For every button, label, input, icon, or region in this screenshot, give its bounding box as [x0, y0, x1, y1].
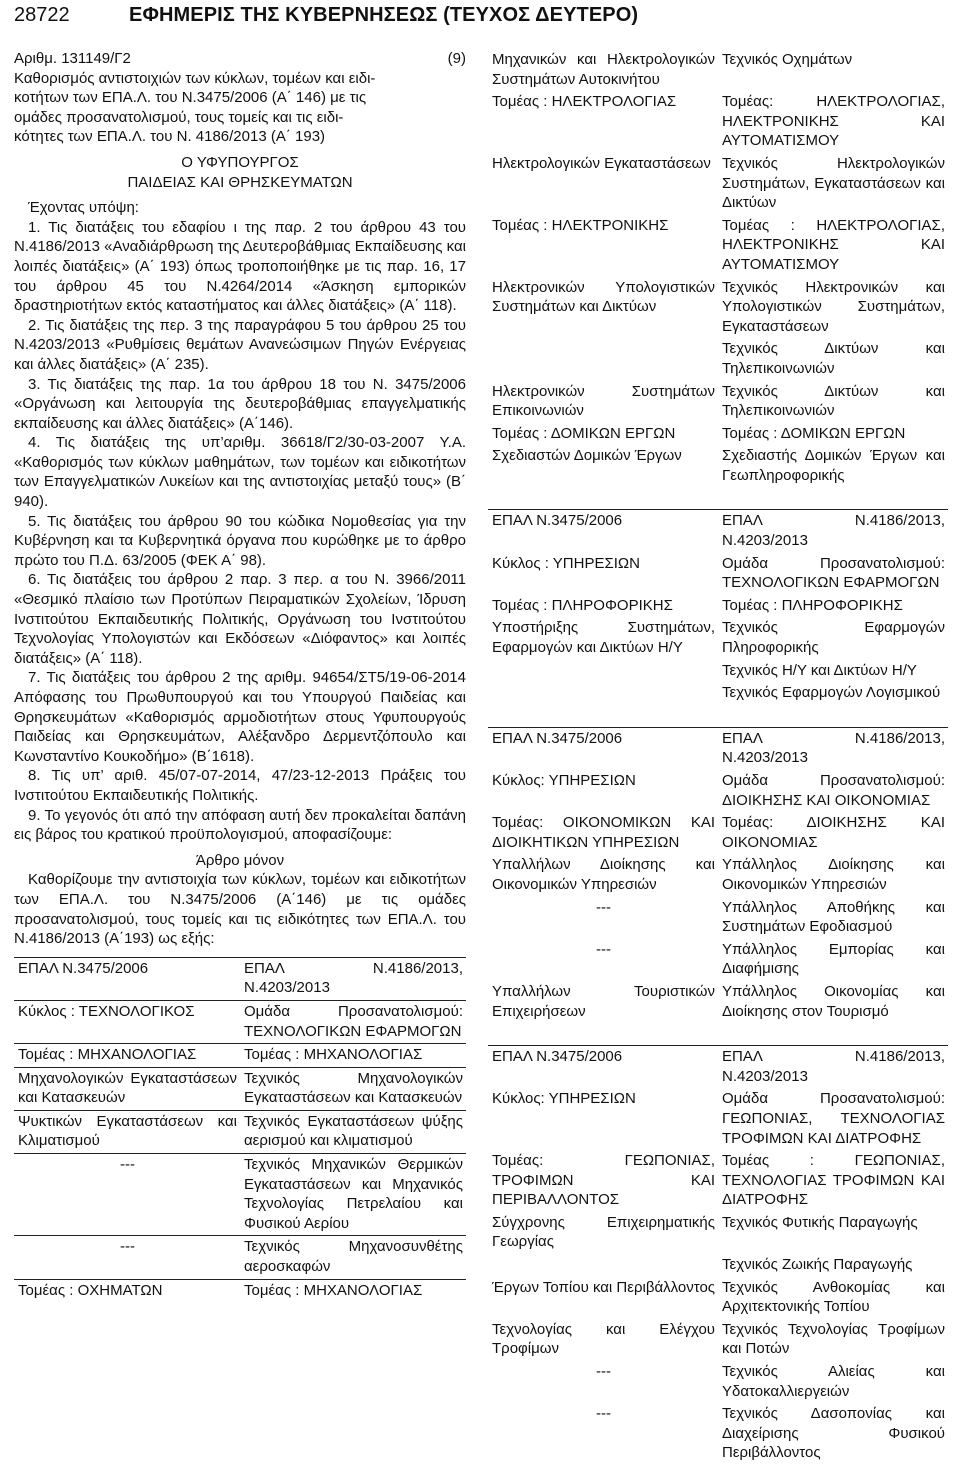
- table-row: [14, 1110, 466, 1153]
- table-row: [488, 1254, 948, 1277]
- new-cell: Τομέας : ΠΛΗΡΟΦΟΡΙΚΗΣ: [722, 596, 903, 614]
- table-row: [488, 727, 948, 770]
- new-cell: Τεχνικός Ηλεκτρονικών και Υπολογιστικών Συστημάτων, Εγκαταστάσεων: [722, 278, 945, 335]
- minister-title: Ο ΥΦΥΠΟΥΡΓΟΣ: [181, 153, 299, 171]
- ministry-name: ΠΑΙΔΕΙΑΣ ΚΑΙ ΘΡΗΣΚΕΥΜΑΤΩΝ: [127, 173, 353, 191]
- table-row: [488, 91, 948, 153]
- page-header: [14, 4, 946, 38]
- old-cell: ---: [14, 1236, 240, 1279]
- new-cell: ΕΠΑΛ Ν.4186/2013, Ν.4203/2013: [718, 727, 948, 770]
- new-cell: Σχεδιαστής Δομικών Έργων και Γεωπληροφορικής: [722, 447, 945, 484]
- recital-paragraph: 5. Τις διατάξεις του άρθρου 90 του κώδικα Νομοθεσίας για την Κυβέρνηση και τα Κυβερνητικά όργανα που κυρώθηκε με το άρθρο πρώτο του Π.Δ. 63/2005 (ΦΕΚ Α΄ 98).: [14, 512, 466, 569]
- table-row: [488, 553, 948, 595]
- table-row: [488, 981, 948, 1023]
- new-cell: Υπάλληλος Οικονομίας και Διοίκησης στον Τουρισμό: [722, 982, 945, 1020]
- old-cell: ΕΠΑΛ Ν.3475/2006: [488, 727, 718, 770]
- table-row: [488, 277, 948, 339]
- new-cell: Τομέας : ΜΗΧΑΝΟΛΟΓΙΑΣ: [240, 1044, 466, 1068]
- old-cell: Σύγχρονης Επιχειρηματικής Γεωργίας: [492, 1213, 715, 1251]
- new-cell: Τεχνικός Εφαρμογών Λογισμικού: [722, 684, 941, 702]
- recital-paragraph: 8. Τις υπ’ αριθ. 45/07-07-2014, 47/23-12-2013 Πράξεις του Ινστιτούτου Εκπαιδευτικής Πολιτικής.: [14, 767, 466, 804]
- table-row: [14, 1154, 466, 1236]
- new-cell: Υπάλληλος Αποθήκης και Συστημάτων Εφοδιασμού: [722, 898, 945, 936]
- old-cell: Μηχανολογικών Εγκαταστάσεων και Κατασκευών: [14, 1067, 240, 1110]
- table-row: [488, 854, 948, 896]
- new-cell: Τεχνικός Δασοπονίας και Διαχείρισης Φυσικού Περιβάλλοντος: [722, 1405, 945, 1462]
- new-cell: ΕΠΑΛ Ν.4186/2013, Ν.4203/2013: [718, 1046, 948, 1089]
- new-cell: Τεχνικός Αλιείας και Υδατοκαλλιεργειών: [722, 1363, 945, 1400]
- old-cell: ΕΠΑΛ Ν.3475/2006: [488, 510, 718, 553]
- new-cell: Τεχνικός Ανθοκομίας και Αρχιτεκτονικής Τοπίου: [722, 1278, 945, 1316]
- new-cell: Ομάδα Προσανατολισμού: ΤΕΧΝΟΛΟΓΙΚΩΝ ΕΦΑΡΜΟΓΩΝ: [722, 554, 945, 592]
- old-cell: Μηχανικών και Ηλεκτρολογικών Συστημάτων Αυτοκινήτου: [492, 51, 715, 88]
- table-row: [488, 1277, 948, 1319]
- new-cell: Υπάλληλος Εμπορίας και Διαφήμισης: [722, 940, 945, 978]
- table-row: [488, 1403, 948, 1465]
- old-cell: ---: [596, 1405, 611, 1423]
- table-row: [488, 660, 948, 683]
- new-cell: Τεχνικός Ζωικής Παραγωγής: [722, 1256, 913, 1274]
- article-text: Καθορίζουμε την αντιστοιχία των κύκλων, τομέων και ειδικοτήτων των ΕΠΑ.Λ. του Ν.3475/2006 (Α΄146) με τις ομάδες προσανατολισμού, τους τομείς και τις ειδικότητες των ΕΠΑ.Λ. του Ν.4186/2013 (Α΄193) ως εξής:: [14, 871, 466, 948]
- old-cell: Ηλεκτρονικών Υπολογιστικών Συστημάτων και Δικτύων: [492, 278, 715, 316]
- article-heading: Άρθρο μόνον: [195, 851, 285, 869]
- table-row: [14, 1000, 466, 1043]
- old-cell: Τομέας : ΜΗΧΑΝΟΛΟΓΙΑΣ: [14, 1044, 240, 1068]
- old-cell: [488, 338, 718, 380]
- new-cell: Τεχνικός Δικτύων και Τηλεπικοινωνιών: [722, 382, 945, 420]
- table-row: [488, 510, 948, 553]
- old-cell: Υπαλλήλων Τουριστικών Επιχειρήσεων: [492, 982, 715, 1020]
- recital-paragraph: 7. Τις διατάξεις του άρθρου 2 της αριθμ. 94654/ΣΤ5/19-06-2014 Απόφασης του Πρωθυπουργού και του Υπουργού Παιδείας και Θρησκευμάτων «Καθορισμός αρμοδιοτήτων στους Υφυπουργούς Παιδείας και Θρησκευμάτων, Αλέξανδρο Δερμεντζόπουλο και Κωνσταντίνο Κουκοδήμο» (Β΄1618).: [14, 669, 466, 765]
- new-cell: Τεχνικός Φυτικής Παραγωγής: [722, 1213, 918, 1231]
- new-cell: ΕΠΑΛ Ν.4186/2013, Ν.4203/2013: [718, 510, 948, 553]
- title-line: ομάδες προσανατολισμού, τους τομείς και τις ειδι-: [14, 108, 344, 126]
- title-line: κοτήτων των ΕΠΑ.Λ. του Ν.3475/2006 (Α΄ 146) με τις: [14, 89, 367, 107]
- table-row: [488, 381, 948, 423]
- new-cell: Τεχνικός Οχημάτων: [722, 51, 853, 68]
- table-row: [14, 1067, 466, 1110]
- table-row: [488, 770, 948, 812]
- table-row: [488, 1046, 948, 1089]
- new-cell: Ομάδα Προσανατολισμού: ΔΙΟΙΚΗΣΗΣ ΚΑΙ ΟΙΚΟΝΟΜΙΑΣ: [722, 772, 945, 809]
- table-row: [14, 957, 466, 1000]
- right-table-administration: [488, 727, 948, 1023]
- old-cell: Έργων Τοπίου και Περιβάλλοντος: [492, 1278, 716, 1296]
- old-cell: Τομέας : ΟΧΗΜΑΤΩΝ: [14, 1279, 240, 1302]
- table-row: [488, 617, 948, 659]
- new-cell: Τομέας : ΜΗΧΑΝΟΛΟΓΙΑΣ: [240, 1279, 466, 1302]
- recital-paragraph: 1. Τις διατάξεις του εδαφίου ι της παρ. 2 του άρθρου 43 του Ν.4186/2013 «Αναδιάρθρωση της Δευτεροβάθμιας Εκπαίδευσης και λοιπές διατάξεις» (Α΄ 193) όπως τροποποιήθηκε με τις παρ. 16, 17 του άρθρου 45 του Ν.4264/2014 «Άσκηση εμπορικών δραστηριοτήτων εκτός καταστήματος και άλλες διατάξεις» (Α΄ 118).: [14, 218, 466, 315]
- old-cell: Τομέας : ΗΛΕΚΤΡΟΛΟΓΙΑΣ: [492, 93, 677, 111]
- old-cell: Τομέας: ΟΙΚΟΝΟΜΙΚΩΝ ΚΑΙ ΔΙΟΙΚΗΤΙΚΩΝ ΥΠΗΡΕΣΙΩΝ: [492, 814, 715, 851]
- old-cell: Σχεδιαστών Δομικών Έργων: [492, 447, 682, 465]
- table-row: [14, 1236, 466, 1279]
- old-cell: ---: [596, 940, 611, 958]
- table-row: [488, 1319, 948, 1361]
- decision-line: [14, 49, 466, 69]
- table-row: [488, 897, 948, 939]
- new-cell: Τεχνικός Μηχανικών Θερμικών Εγκαταστάσεων και Μηχανικός Τεχνολογίας Πετρελαίου και Φυσικού Αερίου: [240, 1154, 466, 1236]
- new-cell: Τεχνικός Εγκαταστάσεων ψύξης αερισμού και κλιματισμού: [240, 1110, 466, 1153]
- old-cell: Τομέας : ΗΛΕΚΤΡΟΝΙΚΗΣ: [492, 216, 669, 234]
- table-row: [488, 1212, 948, 1254]
- new-cell: Τομέας : ΔΟΜΙΚΩΝ ΕΡΓΩΝ: [722, 424, 906, 442]
- table-row: [488, 1150, 948, 1212]
- publication-title: ΕΦΗΜΕΡΙΣ ΤΗΣ ΚΥΒΕΡΝΗΣΕΩΣ (ΤΕΥΧΟΣ ΔΕΥΤΕΡΟ): [129, 4, 639, 26]
- table-row: [488, 445, 948, 487]
- decision-index: (9): [447, 50, 466, 67]
- old-cell: Υπαλλήλων Διοίκησης και Οικονομικών Υπηρεσιών: [492, 856, 715, 893]
- table-row: [488, 423, 948, 446]
- old-cell: ---: [596, 898, 611, 916]
- recital-paragraph: 6. Τις διατάξεις του άρθρου 2 παρ. 3 περ. α του Ν. 3966/2011 «Θεσμικό πλαίσιο των Προτύπων Πειραματικών Σχολείων, Ίδρυση Ινστιτούτου Εκπαιδευτικής Πολιτικής, Οργάνωση του Ινστιτούτου Τεχνολογίας Υπολογιστών και Εκδόσεων «Διόφαντος» και λοιπές διατάξεις» (Α΄ 118).: [14, 571, 466, 667]
- old-cell: Τομέας : ΔΟΜΙΚΩΝ ΕΡΓΩΝ: [492, 424, 676, 442]
- old-cell: Κύκλος: ΥΠΗΡΕΣΙΩΝ: [492, 772, 636, 789]
- recital-paragraph: 2. Τις διατάξεις της περ. 3 της παραγράφου 5 του άρθρου 25 του Ν.4203/2013 «Ρυθμίσεις θεμάτων Ανανεώσιμων Πηγών Ενέργειας και άλλες διατάξεις» (Α΄ 235).: [14, 316, 466, 373]
- title-line: κότητες των ΕΠΑ.Λ. του Ν. 4186/2013 (Α΄ 193): [14, 128, 326, 146]
- table-row: [488, 1088, 948, 1150]
- table-row: [488, 595, 948, 618]
- new-cell: Υπάλληλος Διοίκησης και Οικονομικών Υπηρεσιών: [722, 856, 945, 893]
- table-row: [488, 215, 948, 277]
- new-cell: Τεχνικός Μηχανολογικών Εγκαταστάσεων και Κατασκευών: [240, 1067, 466, 1110]
- old-cell: Τομέας : ΠΛΗΡΟΦΟΡΙΚΗΣ: [492, 596, 673, 614]
- left-column: [14, 49, 466, 1302]
- new-cell: Τομέας: ΗΛΕΚΤΡΟΛΟΓΙΑΣ, ΗΛΕΚΤΡΟΝΙΚΗΣ ΚΑΙ ΑΥΤΟΜΑΤΙΣΜΟΥ: [722, 93, 945, 150]
- old-cell: Κύκλος : ΤΕΧΝΟΛΟΓΙΚΟΣ: [14, 1000, 240, 1043]
- page-number: 28722: [14, 4, 70, 26]
- table-row: [14, 1279, 466, 1302]
- old-cell: [488, 660, 718, 683]
- right-table-informatics: [488, 509, 948, 704]
- new-cell: Τομέας : ΓΕΩΠΟΝΙΑΣ, ΤΕΧΝΟΛΟΓΙΑΣ ΤΡΟΦΙΜΩΝ ΚΑΙ ΔΙΑΤΡΟΦΗΣ: [722, 1152, 945, 1209]
- old-cell: Κύκλος: ΥΠΗΡΕΣΙΩΝ: [492, 1090, 636, 1108]
- old-cell: ΕΠΑΛ Ν.3475/2006: [14, 957, 240, 1000]
- new-cell: Τομέας : ΗΛΕΚΤΡΟΛΟΓΙΑΣ, ΗΛΕΚΤΡΟΝΙΚΗΣ ΚΑΙ ΑΥΤΟΜΑΤΙΣΜΟΥ: [722, 216, 945, 273]
- new-cell: Τεχνικός Δικτύων και Τηλεπικοινωνιών: [722, 340, 945, 377]
- new-cell: Τεχνικός Η/Υ και Δικτύων Η/Υ: [722, 661, 917, 679]
- left-correspondence-table: [14, 957, 466, 1303]
- considering-heading: Έχοντας υπόψη:: [28, 199, 139, 217]
- new-cell: ΕΠΑΛ Ν.4186/2013, Ν.4203/2013: [240, 957, 466, 1000]
- old-cell: Υποστήριξης Συστημάτων, Εφαρμογών και Δικτύων Η/Υ: [492, 619, 715, 657]
- decision-number: Αριθμ. 131149/Γ2: [14, 50, 131, 67]
- table-row: [488, 49, 948, 91]
- new-cell: Τεχνικός Τεχνολογίας Τροφίμων και Ποτών: [722, 1320, 945, 1358]
- table-row: [488, 153, 948, 215]
- old-cell: Κύκλος : ΥΠΗΡΕΣΙΩΝ: [492, 554, 640, 572]
- old-cell: ---: [596, 1363, 611, 1381]
- new-cell: Τεχνικός Ηλεκτρολογικών Συστημάτων, Εγκαταστάσεων και Δικτύων: [722, 154, 945, 212]
- old-cell: ΕΠΑΛ Ν.3475/2006: [488, 1046, 718, 1089]
- recital-paragraph: 9. Το γεγονός ότι από την απόφαση αυτή δεν προκαλείται δαπάνη εις βάρος του κρατικού προϋπολογισμού, αποφασίζουμε:: [14, 806, 466, 844]
- table-row: [488, 939, 948, 981]
- recital-paragraph: 4. Τις διατάξεις της υπ’αριθμ. 36618/Γ2/30-03-2007 Υ.Α. «Καθορισμός των κύκλων μαθημάτων, των τομέων και ειδικοτήτων των Επαγγελματικών Λυκείων και της αντιστοιχίας μεταξύ τους» (Β΄ 940).: [14, 434, 466, 511]
- table-row: [14, 1044, 466, 1068]
- new-cell: Ομάδα Προσανατολισμού: ΓΕΩΠΟΝΙΑΣ, ΤΕΧΝΟΛΟΓΙΑΣ ΤΡΟΦΙΜΩΝ ΚΑΙ ΔΙΑΤΡΟΦΗΣ: [722, 1090, 945, 1147]
- old-cell: [488, 1254, 718, 1277]
- old-cell: Τομέας: ΓΕΩΠΟΝΙΑΣ, ΤΡΟΦΙΜΩΝ ΚΑΙ ΠΕΡΙΒΑΛΛΟΝΤΟΣ: [492, 1152, 715, 1209]
- table-row: [488, 338, 948, 380]
- right-table-technology-continued: [488, 49, 948, 487]
- old-cell: Ηλεκτρολογικών Εγκαταστάσεων: [492, 154, 711, 172]
- table-row: [488, 812, 948, 854]
- old-cell: [488, 682, 718, 705]
- table-row: [488, 1361, 948, 1403]
- new-cell: Τεχνικός Μηχανοσυνθέτης αεροσκαφών: [240, 1236, 466, 1279]
- table-row: [488, 682, 948, 705]
- new-cell: Τεχνικός Εφαρμογών Πληροφορικής: [722, 619, 945, 657]
- old-cell: ---: [14, 1154, 240, 1236]
- right-table-agriculture: [488, 1045, 948, 1465]
- old-cell: Ψυκτικών Εγκαταστάσεων και Κλιματισμού: [14, 1110, 240, 1153]
- old-cell: Ηλεκτρονικών Συστημάτων Επικοινωνιών: [492, 382, 715, 420]
- recital-paragraph: 3. Τις διατάξεις της παρ. 1α του άρθρου 18 του Ν. 3475/2006 «Οργάνωση και λειτουργία της δευτεροβάθμιας επαγγελματικής εκπαίδευσης και άλλες διατάξεις» (Α΄146).: [14, 375, 466, 432]
- old-cell: Τεχνολογίας και Ελέγχου Τροφίμων: [492, 1320, 715, 1358]
- new-cell: Τομέας: ΔΙΟΙΚΗΣΗΣ ΚΑΙ ΟΙΚΟΝΟΜΙΑΣ: [722, 814, 945, 851]
- right-column: [488, 49, 948, 1465]
- title-line: Καθορισμός αντιστοιχιών των κύκλων, τομέων και ειδι-: [14, 69, 376, 87]
- new-cell: Ομάδα Προσανατολισμού: ΤΕΧΝΟΛΟΓΙΚΩΝ ΕΦΑΡΜΟΓΩΝ: [240, 1000, 466, 1043]
